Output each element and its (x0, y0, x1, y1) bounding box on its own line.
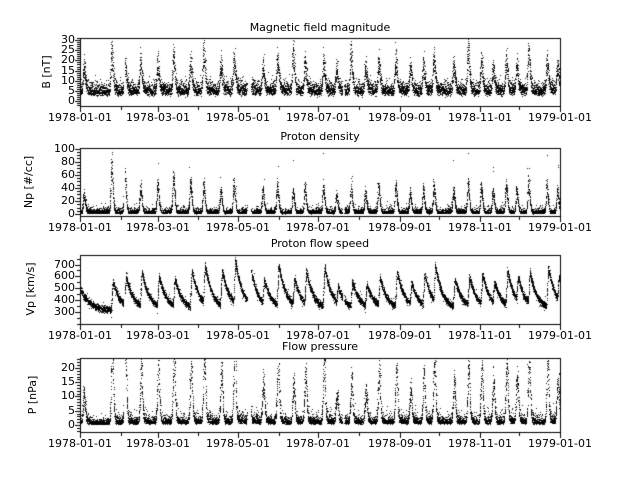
x-tick-label: 1978-03-01 (126, 329, 190, 342)
x-tick-label: 1978-01-01 (48, 329, 112, 342)
y-tick-label: 40 (61, 181, 75, 194)
x-tick-label: 1978-09-01 (368, 329, 432, 342)
x-tick-label: 1978-11-01 (448, 437, 512, 450)
x-tick-label: 1978-07-01 (286, 329, 350, 342)
y-tick-label: 400 (54, 293, 75, 306)
x-tick-label: 1978-03-01 (126, 437, 190, 450)
x-tick-label: 1979-01-01 (528, 111, 592, 124)
y-axis-label: Np [#/cc] (22, 155, 35, 209)
x-tick-label: 1979-01-01 (528, 329, 592, 342)
y-tick-label: 0 (68, 94, 75, 107)
panel-title: Flow pressure (281, 340, 359, 353)
y-tick-label: 80 (61, 155, 75, 168)
x-tick-label: 1978-01-01 (48, 437, 112, 450)
y-tick-label: 10 (61, 74, 75, 87)
x-tick-label: 1978-11-01 (448, 329, 512, 342)
x-tick-label: 1978-03-01 (126, 111, 190, 124)
y-tick-label: 10 (61, 389, 75, 402)
y-tick-label: 20 (61, 194, 75, 207)
y-tick-label: 30 (61, 33, 75, 46)
x-tick-label: 1978-09-01 (368, 437, 432, 450)
y-tick-label: 0 (68, 207, 75, 220)
y-tick-label: 500 (54, 281, 75, 294)
y-tick-label: 60 (61, 168, 75, 181)
x-tick-label: 1978-05-01 (206, 437, 270, 450)
x-tick-label: 1978-09-01 (368, 111, 432, 124)
y-tick-label: 15 (61, 375, 75, 388)
x-tick-label: 1978-09-01 (368, 221, 432, 234)
x-tick-label: 1978-07-01 (286, 221, 350, 234)
y-tick-label: 20 (61, 361, 75, 374)
x-tick-label: 1978-05-01 (206, 111, 270, 124)
x-tick-label: 1978-05-01 (206, 329, 270, 342)
y-tick-label: 300 (54, 305, 75, 318)
x-tick-label: 1978-03-01 (126, 221, 190, 234)
y-tick-label: 600 (54, 269, 75, 282)
panel-title: Proton flow speed (270, 237, 370, 250)
x-tick-label: 1978-07-01 (286, 437, 350, 450)
x-tick-label: 1978-07-01 (286, 111, 350, 124)
x-tick-label: 1979-01-01 (528, 221, 592, 234)
x-tick-label: 1978-01-01 (48, 111, 112, 124)
y-tick-label: 0 (68, 418, 75, 431)
y-tick-label: 100 (54, 142, 75, 155)
y-axis-label: Vp [km/s] (24, 262, 37, 316)
x-tick-label: 1978-11-01 (448, 111, 512, 124)
y-tick-label: 15 (61, 64, 75, 77)
y-tick-label: 5 (68, 404, 75, 417)
panel-title: Proton density (280, 130, 360, 143)
x-tick-label: 1978-05-01 (206, 221, 270, 234)
y-tick-label: 20 (61, 53, 75, 66)
y-tick-label: 5 (68, 84, 75, 97)
x-tick-label: 1978-01-01 (48, 221, 112, 234)
y-tick-label: 25 (61, 43, 75, 56)
x-tick-label: 1979-01-01 (528, 437, 592, 450)
panel-title: Magnetic field magnitude (249, 21, 391, 34)
y-tick-label: 700 (54, 258, 75, 271)
x-tick-label: 1978-11-01 (448, 221, 512, 234)
y-axis-label: P [nPa] (26, 375, 39, 415)
y-axis-label: B [nT] (40, 55, 53, 89)
